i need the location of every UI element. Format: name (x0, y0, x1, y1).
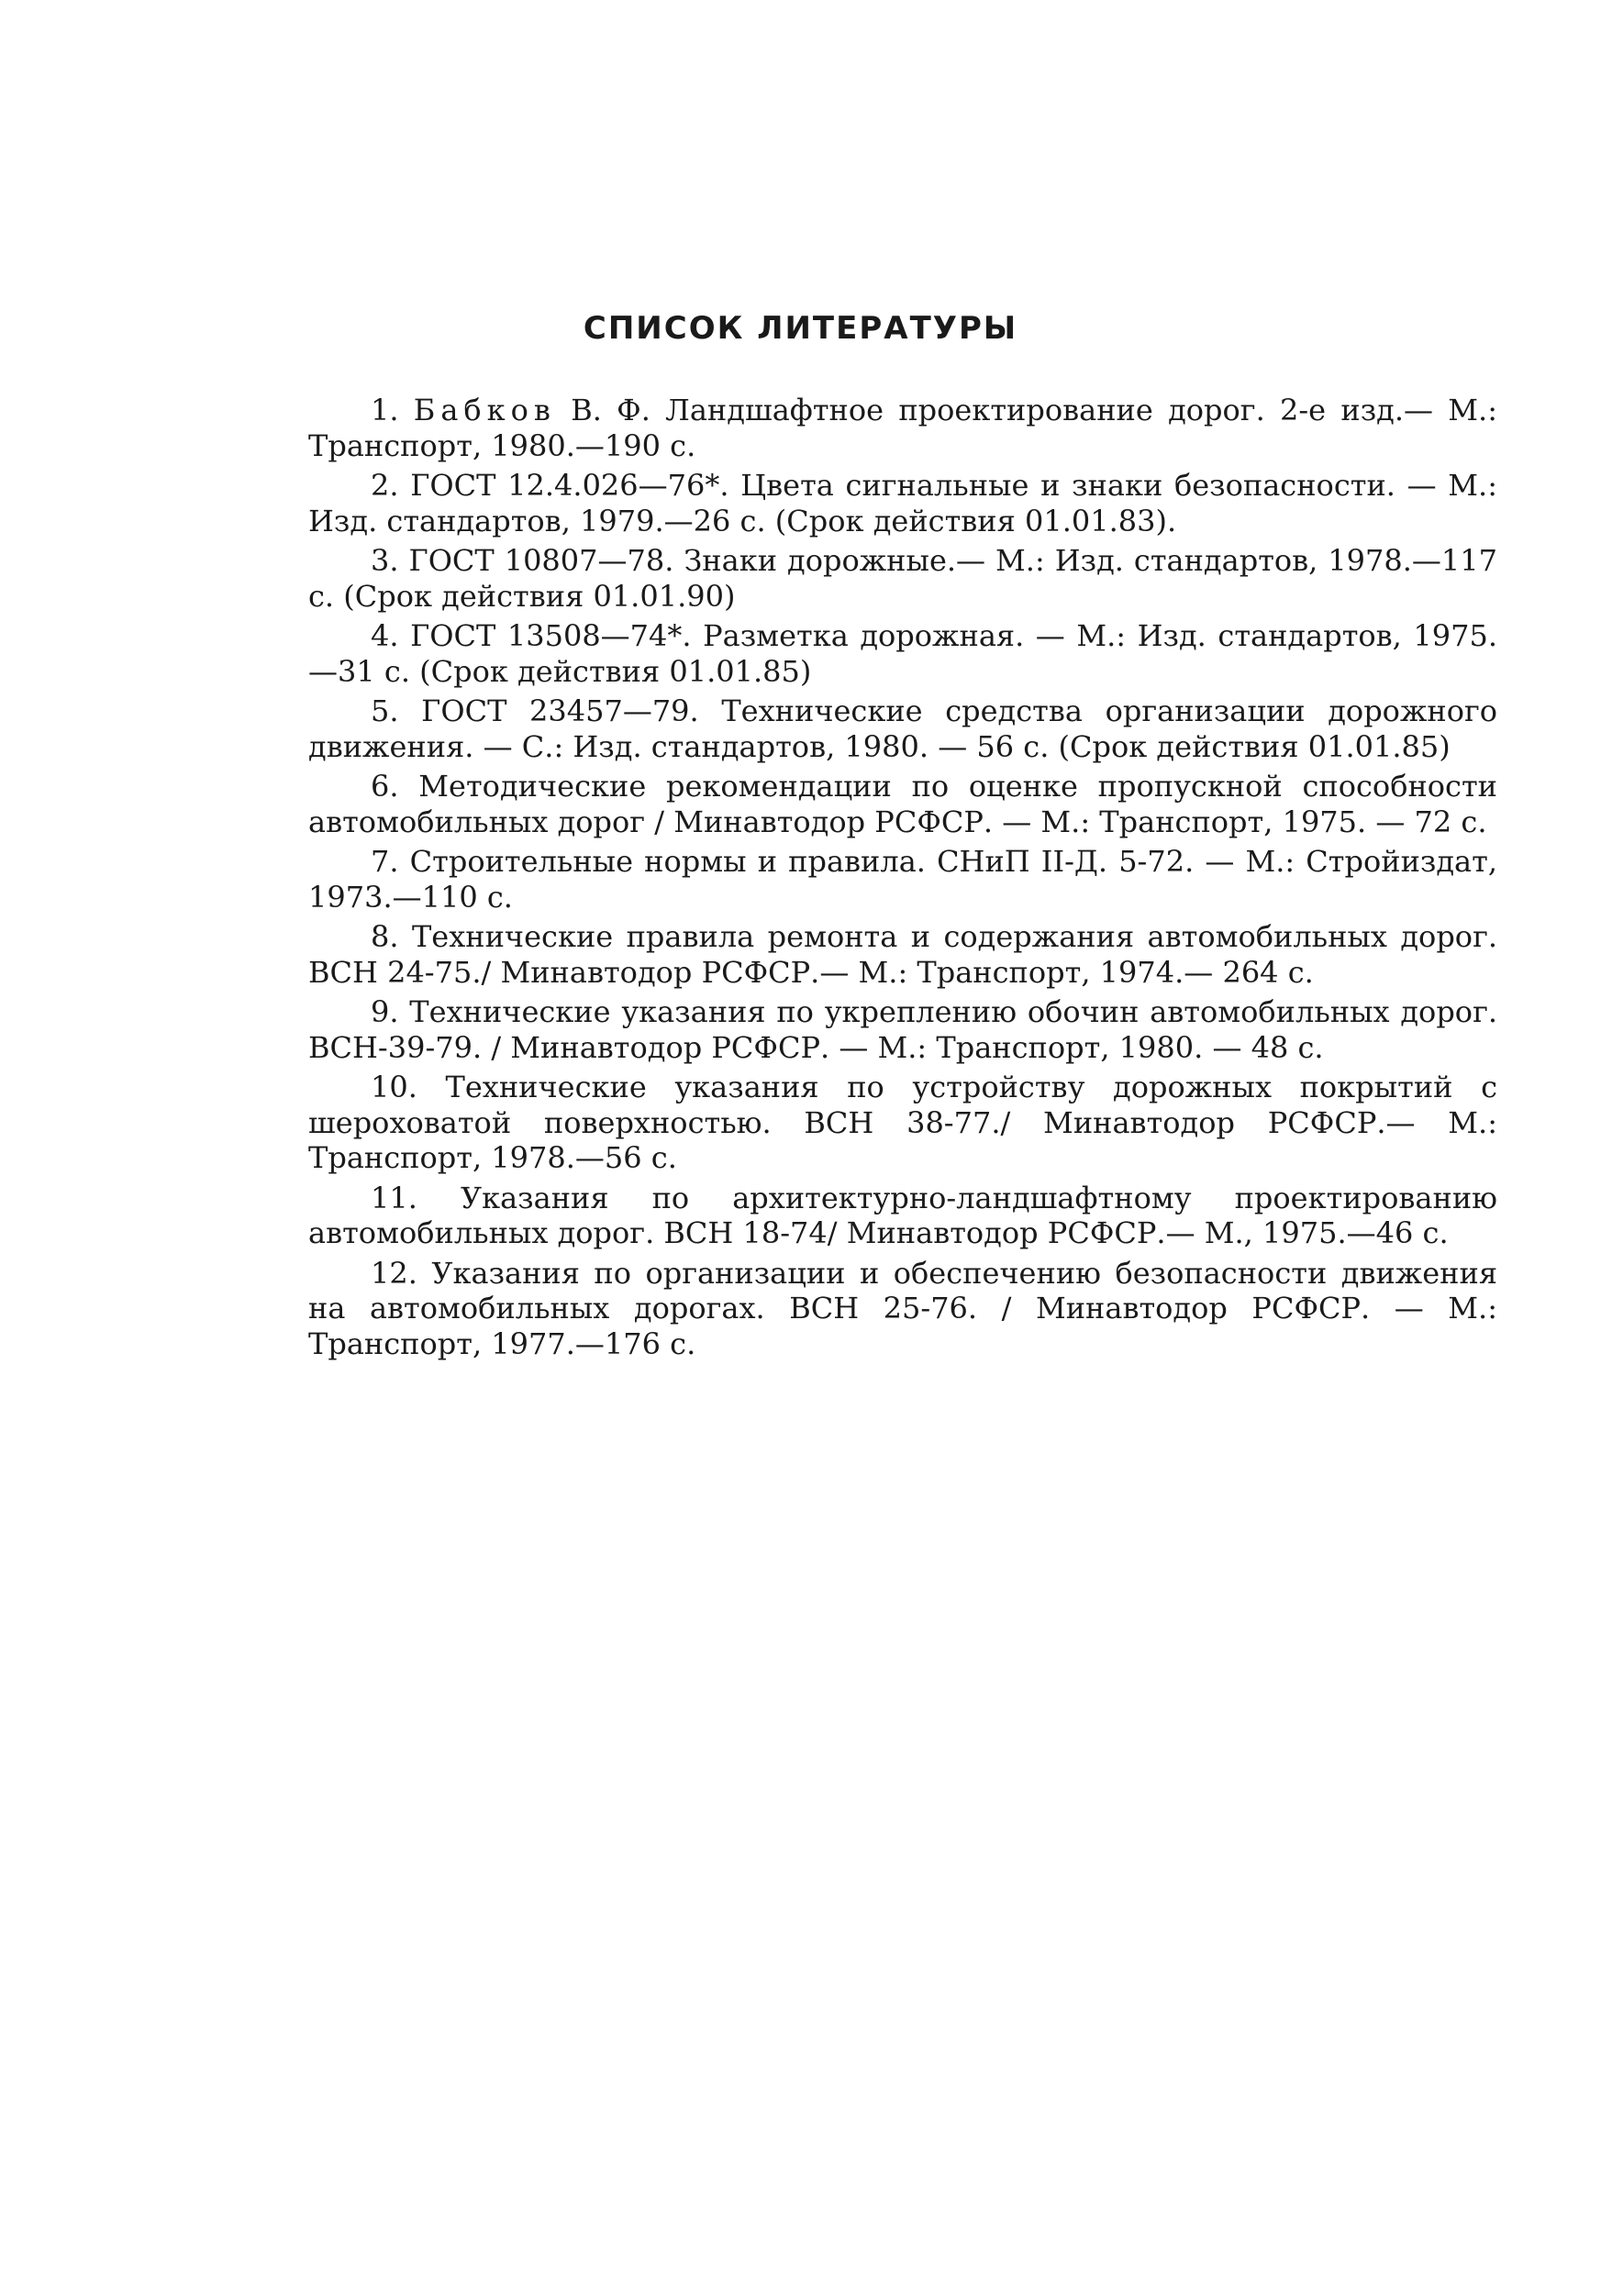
reference-text: Указания по архитектурно-ландшафтному проектированию автомобильных дорог. ВСН 18-74/ Минавтодор РСФСР.— М., 1975.—46 с. (308, 1180, 1498, 1250)
reference-text: Технические правила ремонта и содержания автомобильных дорог. ВСН 24-75./ Минавтодор РСФСР.— М.: Транспорт, 1974.— 264 с. (308, 919, 1498, 990)
reference-author: Бабков (413, 393, 556, 427)
reference-number: 7. (371, 844, 399, 879)
reference-item (308, 468, 1497, 538)
reference-text: Строительные нормы и правила. СНиП II-Д. 5-72. — М.: Стройиздат, 1973.—110 с. (308, 844, 1498, 915)
reference-number: 2. (371, 468, 399, 503)
reference-text: ГОСТ 13508—74*. Разметка дорожная. — М.: Изд. стандартов, 1975. —31 с. (Срок действия 01.01.85) (308, 618, 1497, 689)
reference-item (308, 618, 1497, 689)
reference-item (308, 1256, 1497, 1362)
reference-item (308, 844, 1497, 915)
reference-text: Технические указания по укреплению обочин автомобильных дорог. ВСН-39-79. / Минавтодор РСФСР. — М.: Транспорт, 1980. — 48 с. (308, 994, 1498, 1065)
reference-text: ГОСТ 10807—78. Знаки дорожные.— М.: Изд. стандартов, 1978.—117 с. (Срок действия 01.01.90) (308, 543, 1498, 614)
reference-text: В. Ф. Ландшафтное проектирование дорог. 2-е изд.— М.: Транспорт, 1980.—190 с. (308, 393, 1498, 463)
reference-text: ГОСТ 12.4.026—76*. Цвета сигнальные и знаки безопасности. — М.: Изд. стандартов, 1979.—26 с. (Срок действия 01.01.83). (308, 468, 1498, 538)
reference-number: 10. (371, 1070, 417, 1104)
reference-item (308, 543, 1497, 614)
reference-item (308, 1070, 1497, 1176)
reference-item (308, 1181, 1497, 1251)
reference-item (308, 919, 1497, 990)
reference-number: 3. (371, 543, 399, 578)
reference-number: 9. (371, 994, 399, 1029)
reference-number: 1. (371, 393, 399, 427)
reference-item (308, 769, 1497, 839)
reference-number: 5. (371, 693, 399, 728)
reference-list (308, 393, 1497, 1366)
reference-text: Методические рекомендации по оценке пропускной способности автомобильных дорог / Минавтодор РСФСР. — М.: Транспорт, 1975. — 72 с. (308, 769, 1498, 839)
reference-number: 11. (371, 1180, 417, 1215)
reference-number: 12. (371, 1255, 417, 1291)
reference-item (308, 393, 1497, 463)
reference-text: Технические указания по устройству дорожных покрытий с шероховатой поверхностью. ВСН 38-77./ Минавтодор РСФСР.— М.: Транспорт, 1978.—56 с. (308, 1070, 1498, 1175)
reference-item (308, 994, 1497, 1065)
reference-number: 8. (371, 919, 399, 954)
reference-text: Указания по организации и обеспечению безопасности движения на автомобильных дорогах. ВСН 25-76. / Минавтодор РСФСР. — М.: Транспорт, 1977.—176 с. (308, 1255, 1498, 1361)
reference-item (308, 693, 1497, 764)
page-title: СПИСОК ЛИТЕРАТУРЫ (583, 310, 1018, 347)
reference-number: 6. (371, 769, 399, 804)
reference-text: ГОСТ 23457—79. Технические средства организации дорожного движения. — С.: Изд. стандартов, 1980. — 56 с. (Срок действия 01.01.85) (308, 693, 1498, 764)
reference-number: 4. (371, 618, 399, 653)
